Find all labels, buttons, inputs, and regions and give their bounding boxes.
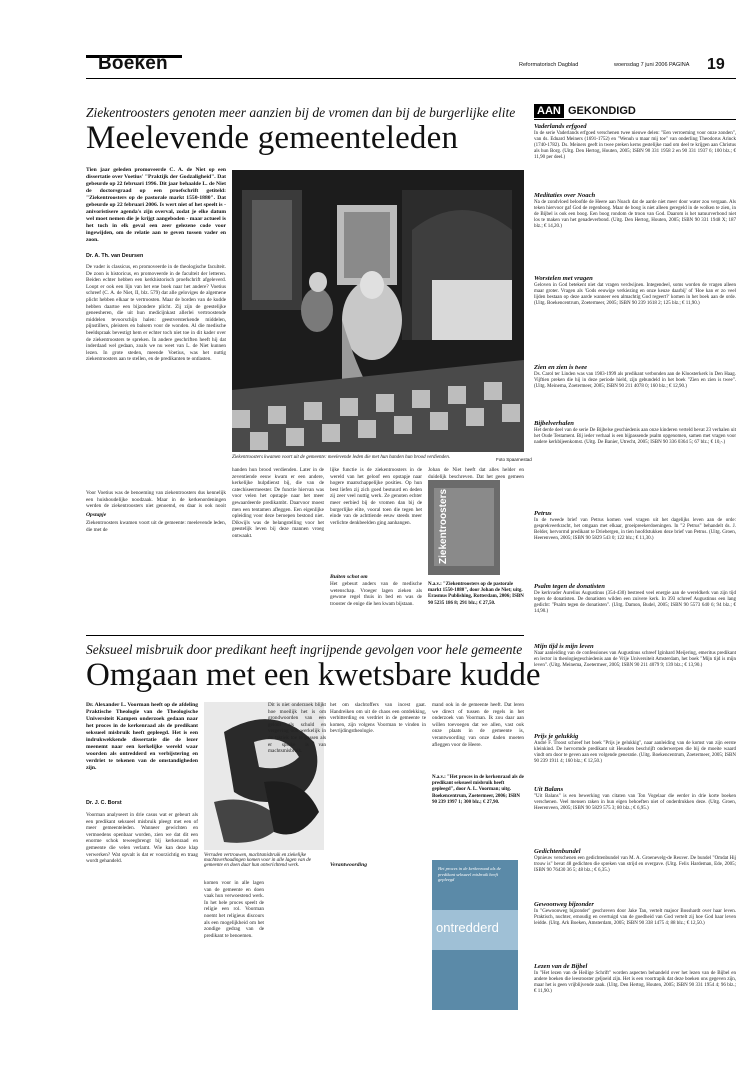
paper-name: Reformatorisch Dagblad: [519, 62, 579, 68]
book-cover-ziekentroosters: [428, 480, 500, 575]
paper-date: woensdag 7 juni 2006 PAGINA: [614, 62, 690, 68]
section-title: Boeken: [98, 53, 168, 74]
article-divider: [86, 635, 524, 636]
sidebar-entry-text: André F. Troost schreef het boek "Prijs je gelukkig", naar aanleiding van de komst van zijn eerste kleinkind. De hervormde predikant uit Heusden beschrijft onderwerpen die bij de moeite waard vindt om door te geven aan een volgende generatie. (Uitg. Boekencentrum, Zoetermeer, 2005; ISBN 90 239 1911 4; 160 blz.; € 12,50.): [534, 741, 736, 765]
page-number: 19: [707, 56, 725, 73]
sidebar-entry: [534, 963, 736, 1038]
masthead-rule: [86, 78, 736, 79]
article2-intro: Dr. Alexander L. Voorman heeft op de afdeling Praktische Theologie van de Theologische Universiteit Kampen onderzoek gedaan naar het proces in de kerkenraad als de predikant seksueel misbruik heeft gepleegd. Het is een indrukwekkende dissertatie die de lezer meenemt naar een kerkelijke wereld waar woorden als ontredderd en verbijstering en verdriet te tekenen van de omstandigheden zijn.: [86, 702, 198, 771]
painting-illustration: [232, 170, 524, 452]
sidebar-entry-text: In de tweede brief van Petrus komen veel vragen uit het dagelijks leven aan de orde: gesprekveerkracht, het omgaan met elkaar, groeipreekerdoeningen. In "2 Petrus" behandelt ds. J. Belder, hervormd predikant te Driebergen, in tien hoofdstukken deze brief van Petrus. (Uitg. Groen, Heerenveen, 2005; ISBN 90 5829 543 0; 122 blz.; € 11,30.): [534, 518, 736, 542]
sidebar-entry: [534, 733, 736, 781]
sidebar-entry-text: Naar aanleiding van de confessiones van Augustinus schreef Iginhard Meijering, emeritus predikant en lector in theologiegeschiedenis aan de Vrije Universiteit Amsterdam, het boek "Mijn tijd is mijn leven". (Uitg. Meinema, Zoetermeer, 2005; ISBN 90 211 4079 9; 139 blz.; € 13,90.): [534, 651, 736, 669]
sidebar-entry-text: De kerkvader Aurelius Augustinus (354-430) bestreed veel energie aan de wereldkerk van zijn tijd tegen de donatisten. De donatisten wilden een zuivere kerk. In 393 schreef Augustinus een lang gedicht: "Psalm tegen de donatisten". (Uitg. Damon, Budel, 2005; ISBN 90 5573 640 6; 94 blz.; € 14,90.): [534, 591, 736, 615]
book2-cover-word: ontredderd: [436, 920, 499, 935]
sidebar-entry-text: In "Het lezen van de Heilige Schrift" worden aspecten behandeld over het lezen van de Bijbel en andere boeken die leesrooster geljoeid zijn. Het is een voortrapik dat deze boeken ons gegeven zijn, maar het is geen vrijblijvende zaak. (Uitg. Den Hertog, Houten, 2005; ISBN 90 331 1954 4; 96 blz.; € 11,90.): [534, 971, 736, 995]
sidebar-entry-text: "Uit Balans" is een bewerking van citaten van Ton Vogelaar die eerder in drie korte boeken verschenen. Veel mensen raken in hun eigen behoeften niet of onderdrukken deze. (Uitg. Groen, Heerenveen, 2005; ISBN 90 5829 575 3; 80 blz.; € 6,95.): [534, 794, 736, 812]
sidebar-entry-text: Ds. Carol ter Linden was van 1983-1999 als predikant verbonden aan de Kloosterkerk in Den Haag. Vijftien preken die hij in deze periode hield, zijn gebundeld in het boek "Zien en zien is twee". (Uitg. Meinema, Zoetermeer, 2005; ISBN 90 211 4078 0; 160 blz.; € 12,90.): [534, 372, 736, 390]
sidebar-entry: [534, 643, 736, 729]
sidebar-entry-text: Na de zondvloed beloofde de Heere aan Noach dat de aarde niet meer door water zou vergaan. Als teken hiervoor gaf God de regenboog. Maar de boog is niet alleen geregeld in de wolken te zien, in de Bijbel is ook een boog. Een boog rondom de troon van God. Daarom is het natuurverbond niet los te maken van het genadeverbond. (Uitg. Den Hertog, Houten, 2005; ISBN 90 331 1948 X; 187 blz.; € 14,20.): [534, 200, 736, 230]
sidebar-entry-title: Vaderlands erfgoed: [534, 123, 587, 130]
sidebar-header: GEKONDIGD: [568, 105, 636, 117]
article1-kicker: Ziekentroosters genoten meer aanzien bij de vromen dan bij de burgerlijke elite: [86, 105, 516, 120]
sidebar-entry: [534, 848, 736, 896]
article2-subheading: Verantwoording: [330, 862, 367, 868]
painting-credit: Foto Spaarnestad: [496, 457, 532, 462]
sidebar-entry-text: Het derde deel van de serie De Bijbelse geschiedenis aan onze kinderen verteld bevat 23 verhalen uit het Oude Testament. Bij ieder verhaal is een bijpassende psalm opgenomen, samen met vragen voor nadere kerkbijeenkomst. (Uitg. De Banier, Utrecht, 2005; ISBN 90 336 0364 5; 67 blz.; € 10,-.): [534, 428, 736, 446]
article2-byline: Dr. J. C. Borst: [86, 800, 122, 806]
sidebar-entry-title: Lezen van de Bijbel: [534, 963, 588, 970]
book-reference-1: N.a.v.: "Ziekentroosters op de pastorale markt 1550-1880", door Johan de Niet; uitg. Erasmus Publishing, Rotterdam, 2006; ISBN 90 5235 186 8; 291 blz.; € 27,50.: [428, 582, 524, 606]
sidebar-entry: [534, 123, 736, 187]
sidebar-entry-title: Zien en zien is twee: [534, 364, 588, 371]
book-cover-ontredderd: [432, 860, 518, 1010]
sidebar-entry-text: Geloven in God betekent niet dat vragen verdwijnen. Integendeel, soms worden de vragen alleen maar groter. Vragen als 'Gods eeuwige verkiezing en onze keuze daarbij' of 'Hoe kan er zo veel lijden bestaan op deze aarde wanneer een almachtig God regeert?' komen in het boek aan de orde. (Uitg. Boekencentrum, Zoetermeer, 2005; ISBN 90 239 1618 2; 125 blz.; € 11,90.): [534, 283, 736, 307]
article1-column-1c: Ziekentroosters kwamen voort uit de gemeente: meelevende leden, die met de: [86, 520, 226, 533]
sidebar-header-black: AAN: [534, 104, 564, 118]
sidebar-rule: [534, 119, 736, 120]
sidebar-entry-title: Gewoonweg bijzonder: [534, 901, 594, 908]
sidebar-entry: [534, 192, 736, 270]
sidebar-entry-title: Psalm tegen de donatisten: [534, 583, 605, 590]
sidebar-entry: [534, 364, 736, 416]
sidebar-entry-title: Mijn tijd is mijn leven: [534, 643, 594, 650]
book-reference-2: N.a.v.: "Het proces in de kerkenraad als de predikant seksueel misbruik heeft gepleegd", door A. L. Voorman; uitg. Boekencentrum, Zoetermeer, 2006; ISBN 90 239 1997 1; 300 blz.; € 27,90.: [432, 775, 524, 805]
sidebar-entry: [534, 510, 736, 578]
article1-title: Meelevende gemeenteleden: [86, 120, 459, 156]
sidebar-entry-title: Uit Balans: [534, 786, 564, 793]
article1-column-1b: Voor Voetius was de benoeming van ziekentroosters dus kennelijk een huishoudelijke noodzaak. Maar in de kerkenordeningen werden de ziekentroosters niet genoemd, en daar is ook nooit: [86, 490, 226, 510]
article1-subheading-1: Opstapje: [86, 512, 107, 518]
article1-intro: Tien jaar geleden promoveerde C. A. de Niet op een dissertatie over Voetius' "Praktijk der Godzaligheid". Dat gebeurde op 22 februari 1996. Dit jaar behaalde L. de Niet de doctorsgraad op een proefschrift getiteld: "Ziekentroosters op de pastorale markt 1550-1880". Dat gebeurde op 22 februari 2006. Is wert niet of het speelt is - anivoristisere agenda's zijn overval, zodat je elke datum wel moet nemen die je krijgt aangeboden - maar actueel is het toch in elk geval een zeer gelezene code voor ingewijden, om de relatie aan te geven tussen vader en zoon.: [86, 167, 226, 243]
article2-kicker: Seksueel misbruik door predikant heeft ingrijpende gevolgen voor hele gemeente: [86, 642, 523, 657]
article1-column-3: lijke functie is de ziekentroosters in de wereld van het geloof een opstapje naar hogere maatschappelijke posities. Op hun best liefen zij zich goed bestuurd en deden zij zeer veel nuttig werk. Ze genoten echter meer eerbied bij de vromen dan bij de burgerlijke elite, vooral toen die tegen het einde van de achttiende eeuw steeds meer verlichte denkbeelden ging aanhangen.: [330, 467, 422, 526]
sidebar-entry-title: Gedichtenbundel: [534, 848, 581, 855]
sidebar-entry: [534, 901, 736, 959]
article2-photo-caption: Verraden vertrouwen, machtsmisbruik en ziekelijke machtsverhoudingen komen voor in alle lagen van de gemeente en doen daar hun ontwrichtend werk.: [204, 853, 311, 868]
sidebar-entry: [534, 583, 736, 639]
sidebar-entry-title: Meditaties over Noach: [534, 192, 596, 199]
article2-column-1: Voorman analyseert in drie casus wat er gebeurt als een predikant seksueel misbruik pleegt met een of meer gemeenteleden. Wanneer gewichten en vermoedens openbaar worden, zien we dat dit een enorme schok teweegbrengt bij kerkenraad en gemeente die velen verlamt. Wie kan deze klap verwerken? Wat opvalt is dat er voorzichtig en traag wordt gehandeld.: [86, 812, 198, 865]
sidebar-entry: [534, 786, 736, 844]
article2-column-3: Dit is niet onderzoek blijkt hoe moeilijk het is om grondwoorden van een geloof als schuld en vergeving ook werkelijk in de taktiek toe te passen als er sprake is van machtsmisbruik.: [268, 702, 326, 755]
article2-column-5: mand ook in de gemeente heeft. Dat leren we direct of tussen de regels in het onderzoek van Voorman. Ik zou daar aan willen toevoegen dat we allen, vast ook onze plaats in de gemeente is, verantwoording van onze daden moeten afleggen voor de Heere.: [432, 702, 524, 748]
book-spine-title: Ziekentroosters: [438, 488, 449, 564]
article1-column-1: De vader is classicus, en promoveerde in de theologische faculteit. De zoon is historicus, en promoveerde in de faculteit der letteren. Beiden echter hebben een kerkhistorisch proefschrift afgeleverd. Loopt er ook een lijn van het ene boek naar het andere? Voetius schreef (C. A. de Niet, II, blz. 579) dat alle geloviges de algemene plicht hebben elkaar te vertroosten. Maar de borden van de kudde hebben daartoe een bijzondere plicht. Zij zijn de geestelijke geneesheren, die uit hun medicijnkast allerlei vertroostende middelen tevoorschijn halen: geestversterkende middelen, pijnstillers, pleisters en balsem voor de wonden. Al die medische beeldspraak bevestigt hem er echter toch niet toe in dit kader over de ziekentroosters te spreken. In andere geschriften heeft hij dat inderdaad wel gedaan, zoals we nu weet van L. de Niet kunnen lezen. In grote steden, meende Voetius, was het nuttig ziekentroosters aan te stellen, en de predikanten te ontlasten.: [86, 264, 226, 363]
article2-column-4: het om slachtoffers van incest gaat. Handreiken om uit de chaos een ontdekking, verbitterding en verdriet in de gemeente te komen, zijn volgens Voorman te vinden in bevrijdingstheologie.: [330, 702, 426, 735]
sidebar-entry-title: Prijs je gelukkig: [534, 733, 579, 740]
sidebar-entry: [534, 275, 736, 359]
article1-byline: Dr. A. Th. van Deursen: [86, 253, 144, 259]
article1-subheading-2: Buiten schot om: [330, 574, 368, 580]
sidebar-entry-title: Worstelen met vragen: [534, 275, 593, 282]
sidebar-entry-title: Petrus: [534, 510, 552, 517]
article2-column-2: komen voor in alle lagen van de gemeente en doen vaak hun verwoestend werk. In het hele proces speelt de religie een rol. Voorman noemt het religieus discours als een mogelijkheid om het zondige gedrag van de predikant te benoemen.: [204, 880, 264, 939]
article1-column-4-top: Johan de Niet heeft dat alles helder en duidelijk beschreven. Dat het geen gemeen: [428, 467, 524, 479]
article2-title: Omgaan met een kwetsbare kudde: [86, 657, 541, 693]
painting-caption: Ziekentroosters kwamen voort uit de gemeente: meelevende leden die met hun handen hun brood verdienden.: [232, 455, 451, 460]
painting-image: [232, 170, 524, 452]
sidebar-entry-text: In de serie Vaderlands erfgoed verschenen twee nieuwe delen: "Een verroeming voor onze zonden", van ds. Eduard Meiners (1691-1752) en "Wenuh u maar mij toe" van onderling Theodorus Arinck (1740-1782). Ds. Meiners geeft in twee preken kerns gestelijke raad om deel te krijgen aan Christus als hun Borg. (Uitg. Den Hertog, Houten, 2005; ISBN 90 331 1958 2 en 90 331 1937 6; 100 blz.; € 11,90 per deel.): [534, 131, 736, 161]
sidebar-entry-text: In "Gewoonweg bijzonder" geschreven door Jake Tan, vertelt majoor Bosshardt over haar leven. Praktisch, nuchter, ernoudig en overtuigd van de goedheid van God vertelt zij hoe God haar leven leidde. (Uitg. Ark Boeken, Amsterdam, 2005; ISBN 90 338 1475 4; 88 blz.; € 12,50.): [534, 909, 736, 927]
sidebar-entry-title: Bijbelverhalen: [534, 420, 574, 427]
sidebar-entry: [534, 420, 736, 506]
article1-column-3b: Het gebeurt anders van de medische wetenschap. Vroeger lagen zieken als gewone regel thuis in bed en was de trooster de enige die hen kwam bijstaan.: [330, 581, 422, 607]
sidebar-entry-text: Opnieuw verschenen een gedichtenbundel van M. A. Groenevelg-de Reuver. De bundel "Omdat Hij trouw is" bevat 48 gedichten die spreken van strijd en overgave. (Uitg. Felix Hardeman, Ede, 2005; ISBN 90 76430 36 5; 48 blz.; € 6,35.): [534, 856, 736, 874]
article1-column-2: handen hun brood verdienden. Later in de zeventiende eeuw kwam er een andere, kerkelijke hulpdienst bij, die van de catechiseermeester. De functie hiervan was voor velen het opstapje naar het meer gewaardeerde predikambt. Daarvoor moest men een tentamen afleggen. Een eigenlijke opleiding voor deze beroepen bestond niet. Dikwijls was de belangstelling voor het geestelijk leven bij deze mannen vroeg ontwaakt.: [232, 467, 324, 539]
book2-cover-text: Het proces in de kerkenraad als de predikant seksueel misbruik heeft gepleegd: [438, 866, 501, 882]
